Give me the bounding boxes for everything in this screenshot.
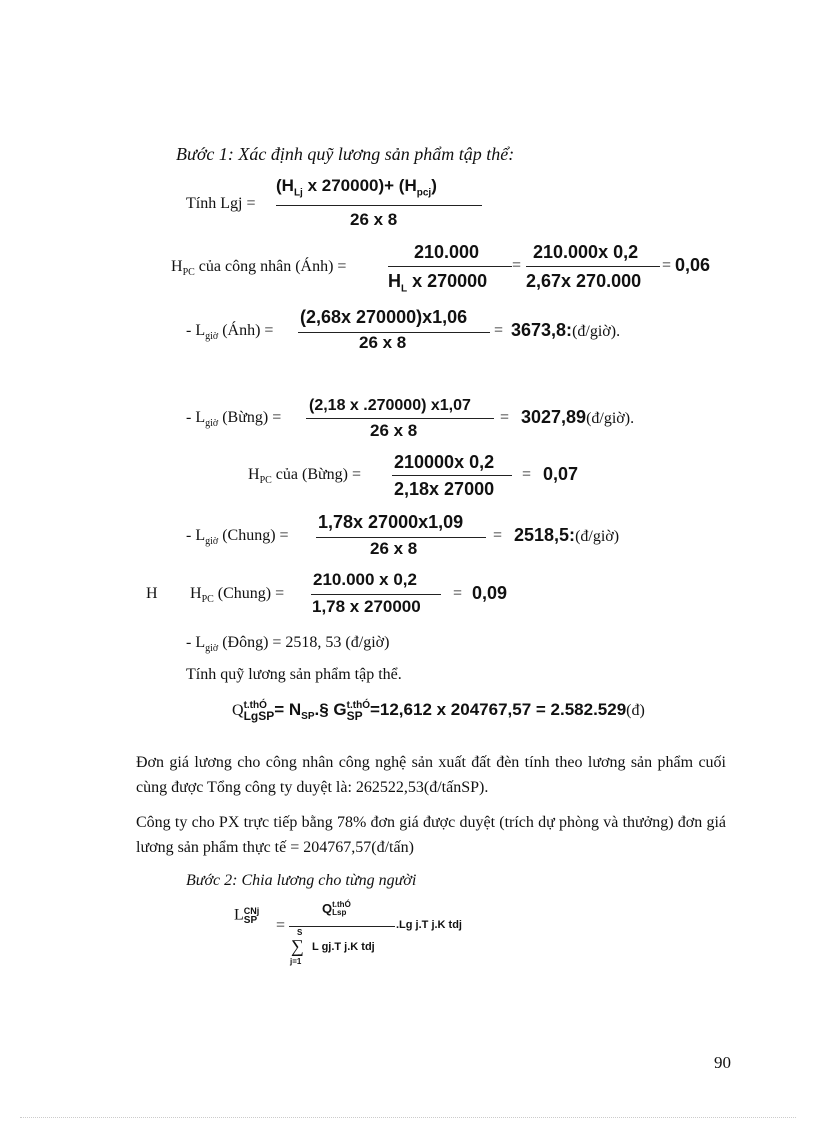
f3-numerator: (2,68x 270000)x1,06	[300, 307, 468, 327]
paragraph-company-rate: Công ty cho PX trực tiếp bằng 78% đơn giá được duyệt (trích dự phòng và thưởng) đơn giá lương sản phẩm thực tế = 204767,57(đ/tấn)	[136, 814, 726, 856]
f1-fraction-bar	[276, 205, 482, 206]
f2-bar2	[526, 266, 660, 267]
f2-bar1	[388, 266, 512, 267]
f9-formula: Q t.thÓ LgSP = $N_{SP}.\S$ G t.thÓ SP =12,612 x 204767,57 = 2.582.529(đ)	[232, 700, 645, 724]
f10-sigma-icon: ∑	[291, 936, 304, 956]
f2-num2: 210.000x 0,2	[533, 242, 639, 262]
f8-line: - $L_{giờ}$ (Đông) = 2518, 53 (đ/giờ)	[186, 634, 390, 655]
f10-denominator: L gj.T j.K tdj	[312, 941, 375, 953]
f3-eq: =	[494, 322, 504, 339]
f5-numerator: 210000x 0,2	[394, 452, 495, 472]
f6-eq: =	[493, 527, 503, 544]
f4-numerator: (2,18 x .270000) x1,07	[309, 397, 471, 414]
fund-title: Tính quỹ lương sản phẩm tập thể.	[186, 666, 402, 683]
f5-result: 0,07	[543, 464, 579, 484]
f2-num1: 210.000	[414, 242, 480, 262]
f7-eq: =	[453, 585, 463, 602]
f7-bar	[311, 594, 441, 595]
f4-label: - $L_{giờ}$ (Bừng) =	[186, 409, 282, 430]
f5-denominator: 2,18x 27000	[394, 479, 495, 499]
f6-bar	[316, 537, 486, 538]
f4-denominator: 26 x 8	[370, 421, 418, 440]
f5-bar	[392, 475, 512, 476]
f6-result: 2518,5:(đ/giờ)	[514, 525, 620, 545]
f6-denominator: 26 x 8	[370, 539, 418, 558]
f10-eq: =	[276, 917, 286, 934]
f10-numerator: Q t.thÓ Lsp	[322, 900, 351, 918]
f7-numerator: 210.000 x 0,2	[313, 570, 417, 589]
f4-result: 3027,89(đ/giờ).	[521, 407, 635, 427]
f2-result: 0,06	[675, 255, 711, 275]
f3-denominator: 26 x 8	[359, 333, 407, 352]
f3-label: - $L_{giờ}$ (Ánh) =	[186, 322, 274, 343]
page-bottom-divider	[20, 1117, 796, 1118]
paragraph-unit-price: Đơn giá lương cho công nhân công nghệ sản xuất đất đèn tính theo lương sản phẩm cuối cùng được Tổng công ty duyệt là: 262522,53(đ/tấnSP).	[136, 754, 726, 796]
f7-stray-h: H	[146, 585, 158, 602]
f2-den1: $H_L$ x 270000	[388, 271, 488, 295]
f2-label: $H_{PC}$ của công nhân (Ánh) =	[171, 258, 347, 279]
step1-title: Bước 1: Xác định quỹ lương sản phẩm tập thể:	[176, 144, 515, 164]
f6-label: - $L_{giờ}$ (Chung) =	[186, 527, 289, 548]
f1-numerator: ($H_{Lj}$ x $270000)+ (H_{pcj})$	[276, 176, 437, 199]
f1-denominator: 26 x 8	[350, 210, 398, 229]
page-number: 90	[714, 1053, 731, 1072]
f7-label: $H_{PC}$ (Chung) =	[190, 585, 285, 606]
f10-tail: .Lg j.T j.K tdj	[396, 919, 462, 931]
f2-eq1: =	[512, 257, 522, 274]
step2-title: Bước 2: Chia lương cho từng người	[186, 872, 417, 889]
f2-den2: 2,67x 270.000	[526, 271, 642, 291]
f3-result: 3673,8:(đ/giờ).	[511, 320, 621, 340]
f5-eq: =	[522, 466, 532, 483]
f7-denominator: 1,78 x 270000	[312, 597, 421, 616]
f2-eq2: =	[662, 257, 672, 274]
f5-label: $H_{PC}$ của (Bừng) =	[248, 466, 362, 487]
f4-eq: =	[500, 409, 510, 426]
f10-sigma-top: S	[297, 928, 303, 937]
f10-lhs: L CNj SP	[234, 906, 260, 926]
f1-label: Tính Lgj =	[186, 195, 256, 212]
f6-numerator: 1,78x 27000x1,09	[318, 512, 464, 532]
f10-bar	[289, 926, 395, 927]
f7-result: 0,09	[472, 583, 508, 603]
f4-bar	[306, 418, 494, 419]
f10-sigma-bottom: j=1	[290, 957, 302, 966]
